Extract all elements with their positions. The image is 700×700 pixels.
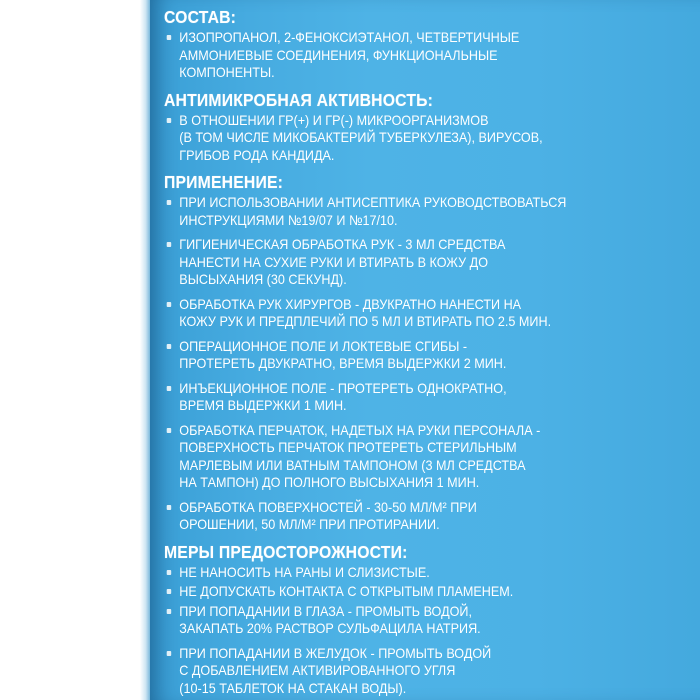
list-item-text: ПРИ ИСПОЛЬЗОВАНИИ АНТИСЕПТИКА РУКОВОДСТВОВАТЬСЯ ИНСТРУКЦИЯМИ №19/07 И №17/10. [179,194,567,228]
list-item-text: В ОТНОШЕНИИ ГР(+) И ГР(-) МИКРООРГАНИЗМОВ (В ТОМ ЧИСЛЕ МИКОБАКТЕРИЙ ТУБЕРКУЛЕЗА), ВИРУСОВ, ГРИБОВ РОДА КАНДИДА. [179,111,543,163]
bullet-icon [167,118,172,123]
label-text-block [164,6,641,700]
list-item-text: ИНЪЕКЦИОННОЕ ПОЛЕ - ПРОТЕРЕТЬ ОДНОКРАТНО, ВРЕМЯ ВЫДЕРЖКИ 1 МИН. [179,379,507,413]
list-item [164,645,641,698]
list-item-text: ОБРАБОТКА ПОВЕРХНОСТЕЙ - 30-50 МЛ/М² ПРИ ОРОШЕНИИ, 50 МЛ/М² ПРИ ПРОТИРАНИИ. [179,498,477,532]
list-item-text: ПРИ ПОПАДАНИИ В ГЛАЗА - ПРОМЫТЬ ВОДОЙ, ЗАКАПАТЬ 20% РАСТВОР СУЛЬФАЦИЛА НАТРИЯ. [179,602,481,636]
list-item [164,380,641,415]
list-item [164,564,641,582]
bullet-icon [167,589,172,594]
bullet-icon [167,570,172,575]
bullet-icon [167,505,172,510]
list-item-text: ОБРАБОТКА ПЕРЧАТОК, НАДЕТЫХ НА РУКИ ПЕРСОНАЛА - ПОВЕРХНОСТЬ ПЕРЧАТОК ПРОТЕРЕТЬ СТЕРИЛЬНЫМ МАРЛЕВЫМ ИЛИ ВАТНЫМ ТАМПОНОМ (3 МЛ СРЕДСТВА НА ТАМПОН) ДО ПОЛНОГО ВЫСЫХАНИЯ 1 МИН. [179,421,541,490]
list-item [164,499,641,534]
list-item-text: ОПЕРАЦИОННОЕ ПОЛЕ И ЛОКТЕВЫЕ СГИБЫ - ПРОТЕРЕТЬ ДВУКРАТНО, ВРЕМЯ ВЫДЕРЖКИ 2 МИН. [179,337,507,371]
list-item-text: ИЗОПРОПАНОЛ, 2-ФЕНОКСИЭТАНОЛ, ЧЕТВЕРТИЧНЫЕ АММОНИЕВЫЕ СОЕДИНЕНИЯ, ФУНКЦИОНАЛЬНЫЕ КОМПОНЕНТЫ. [179,29,520,80]
list-item [164,422,641,492]
bullet-icon [167,35,172,40]
list-item [164,603,641,638]
bullet-icon [167,302,172,307]
list-item-text: ОБРАБОТКА РУК ХИРУРГОВ - ДВУКРАТНО НАНЕСТИ НА КОЖУ РУК И ПРЕДПЛЕЧИЙ ПО 5 МЛ И ВТИРАТЬ ПО 2.5 МИН. [179,295,552,329]
section-heading: СОСТАВ: [164,7,237,27]
list-item [164,194,641,229]
section-composition [164,6,641,82]
list-item-text: НЕ НАНОСИТЬ НА РАНЫ И СЛИЗИСТЫЕ. [179,563,430,580]
section-heading: АНТИМИКРОБНАЯ АКТИВНОСТЬ: [164,89,434,110]
section-precautions [164,541,641,698]
list-item-text: НЕ ДОПУСКАТЬ КОНТАКТА С ОТКРЫТЫМ ПЛАМЕНЕМ. [179,583,514,599]
bullet-icon [167,200,172,205]
bullet-icon [167,344,172,349]
list-item [164,29,641,82]
bullet-icon [167,651,172,656]
list-item-text: ГИГИЕНИЧЕСКАЯ ОБРАБОТКА РУК - 3 МЛ СРЕДСТВА НАНЕСТИ НА СУХИЕ РУКИ И ВТИРАТЬ В КОЖУ ДО ВЫСЫХАНИЯ (30 СЕКУНД). [179,236,506,287]
list-item-text: ПРИ ПОПАДАНИИ В ЖЕЛУДОК - ПРОМЫТЬ ВОДОЙ С ДОБАВЛЕНИЕМ АКТИВИРОВАННОГО УГЛЯ (10-15 ТАБЛЕТОК НА СТАКАН ВОДЫ). [179,644,492,696]
list-item [164,338,641,373]
list-item [164,236,641,289]
section-heading: ПРИМЕНЕНИЕ: [164,172,284,192]
section-application [164,171,641,534]
section-heading: МЕРЫ ПРЕДОСТОРОЖНОСТИ: [164,541,408,562]
bullet-icon [167,386,172,391]
bullet-icon [167,609,172,614]
list-item [164,583,641,601]
list-item [164,296,641,331]
bullet-icon [167,242,172,247]
section-antimicrobial-activity [164,89,641,165]
bullet-icon [167,428,172,433]
product-label [150,0,700,700]
list-item [164,112,641,165]
